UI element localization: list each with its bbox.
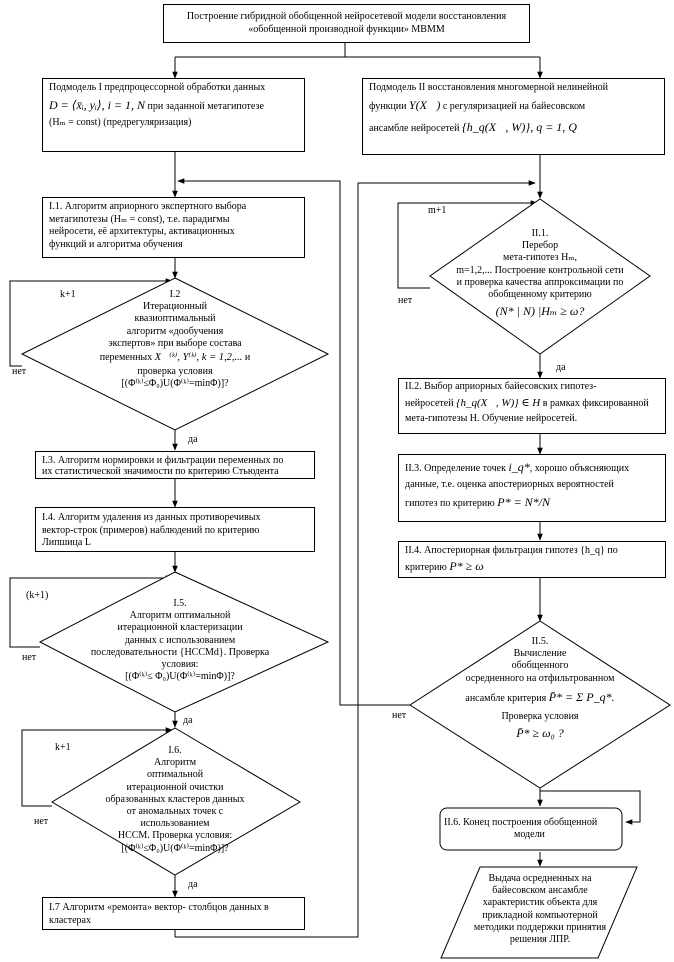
i3-line2: их статистической значимости по критерию Стьюдента xyxy=(42,466,279,477)
output-line3: характеристик объекта для xyxy=(482,897,598,909)
ii1-line4: m=1,2,... Построение контрольной сети xyxy=(456,264,624,276)
label-yes-ii1: да xyxy=(556,362,566,373)
ii1-formula: (N* | N) |Hₘ ≥ ω? xyxy=(495,304,585,319)
label-yes-i5: да xyxy=(183,715,193,726)
ii5-text xyxy=(445,636,635,743)
sub2-line3-a: ансамбле нейросетей xyxy=(369,122,460,134)
label-no-ii5: нет xyxy=(392,710,407,721)
label-no-i2: нет xyxy=(12,366,27,377)
step-ii4-box xyxy=(398,541,666,578)
i7-line2: кластерах xyxy=(49,914,91,926)
ii3-line3 xyxy=(405,492,659,514)
i6-line2: Алгоритм xyxy=(153,757,197,769)
i5-line3: итерационной кластеризации xyxy=(117,622,243,634)
output-line5: методики поддержки принятия xyxy=(473,921,607,933)
i7-line1: I.7 Алгоритм «ремонта» вектор- столбцов данных в xyxy=(49,902,269,913)
output-line4: прикладной компьютерной xyxy=(482,909,598,921)
i6-text xyxy=(65,745,285,855)
ii6-line2: модели xyxy=(514,829,545,841)
sub1-line1: Подмодель I предпроцессорной обработки данных xyxy=(49,82,266,93)
ii2-line2-c: в рамках фиксированной xyxy=(542,397,649,409)
label-m1: m+1 xyxy=(428,205,447,216)
ii3-line1 xyxy=(405,457,659,479)
i6-line6: от аномальных точек с xyxy=(126,806,224,818)
output-line2: байесовском ансамбле xyxy=(492,885,588,897)
ii1-line5: и проверка качества аппроксимации по xyxy=(456,276,624,288)
i5-line5: последовательности {HCCMd}. Проверка xyxy=(90,646,270,658)
ii3-line1-c: , хорошо объясняющих xyxy=(529,463,630,474)
ii5-line5-a: ансамбле критерия xyxy=(465,692,547,704)
ii5-line1: II.5. xyxy=(531,636,549,647)
i5-line2: Алгоритм оптимальной xyxy=(129,610,231,622)
step-i1-box xyxy=(42,197,305,258)
ii6-text xyxy=(444,817,618,841)
ii1-line3: мета-гипотез Hₘ, xyxy=(503,252,577,264)
ii1-line6: обобщенному критерию xyxy=(488,289,592,301)
i2-line6 xyxy=(50,350,300,366)
ii5-line6: Проверка условия xyxy=(501,710,579,722)
i2-line6-c: и xyxy=(244,352,251,364)
i3-line1: I.3. Алгоритм нормировки и фильтрации переменных по xyxy=(42,455,284,466)
i2-line5: экспертов» при выборе состава xyxy=(108,337,242,349)
ii2-line3: мета-гипотезы H. Обучение нейросетей. xyxy=(405,412,578,424)
i2-line7: проверка условия xyxy=(137,366,213,378)
ii4-line2-a: критерию xyxy=(405,561,447,573)
i6-line4: итерационной очистки xyxy=(126,781,224,793)
label-yes-i6: да xyxy=(188,879,198,890)
step-i4-box xyxy=(35,507,315,552)
submodel-2-box xyxy=(362,78,665,155)
i5-text xyxy=(60,598,300,683)
i2-line6-a: переменных xyxy=(99,352,153,364)
step-ii2-box xyxy=(398,378,666,434)
ii4-line2 xyxy=(405,558,659,576)
i2-line3: квазиоптимальный xyxy=(134,313,216,325)
ii6-line1: II.6. Конец построения обобщенной xyxy=(444,817,598,828)
ii5-line2: Вычисление xyxy=(513,648,567,660)
top-box xyxy=(163,4,530,43)
top-line2: «обобщенной производной функции» МВММ xyxy=(248,23,445,35)
i6-line3: оптимальной xyxy=(146,769,204,781)
step-i3-box xyxy=(35,451,315,479)
ii2-formula: {h_q(X⃗, W)} ∈ H xyxy=(456,396,541,409)
ii2-line2 xyxy=(405,394,659,413)
sub2-line2 xyxy=(369,95,658,117)
ii5-condition: P̄* ≥ ω₀ ? xyxy=(516,726,564,741)
i4-line1: I.4. Алгоритм удаления из данных противоречивых xyxy=(42,512,261,523)
i1-line4: функций и алгоритма обучения xyxy=(49,238,183,250)
step-i7-box xyxy=(42,897,305,930)
i5-line7: [(Φ⁽ᵏ⁾≤ Φ₀)U(Φ⁽ᵏ⁾=minΦ)]? xyxy=(125,671,235,683)
i6-line5: образованных кластеров данных xyxy=(105,793,245,805)
output-text xyxy=(460,873,620,946)
ii3-line3-a: гипотез по критерию xyxy=(405,497,495,509)
sub2-line2-a: функции xyxy=(369,100,407,112)
i5-line1: I.5. xyxy=(173,598,187,609)
output-line1: Выдача осредненных на xyxy=(488,873,592,884)
label-k1-i6: k+1 xyxy=(55,742,71,753)
label-no-ii1: нет xyxy=(398,295,413,306)
i2-line2: Итерационный xyxy=(143,301,207,313)
i2-line4: алгоритм «дообучения xyxy=(126,325,224,337)
label-k1-i5: (k+1) xyxy=(26,590,49,601)
sub2-line3 xyxy=(369,117,658,139)
sub1-line2 xyxy=(49,95,298,117)
i6-line9: [(Φ⁽ᵏ⁾≤Φ₀)U(Φ⁽ᵏ⁾=minΦ)]? xyxy=(121,842,229,854)
sub1-line3: (Hₘ = const) (предрегуляризация) xyxy=(49,116,192,128)
ii3-line2: данные, т.е. оценка апостериорных вероятностей xyxy=(405,479,614,490)
sub2-line2-c: с регуляризацией на байесовском xyxy=(442,100,586,112)
sub2-formula-ensemble: {h_q(X⃗, W)}, q = 1, Q xyxy=(461,119,577,134)
i6-line8: HCCM. Проверка условия: xyxy=(117,830,233,842)
ii2-line2-a: нейросетей xyxy=(405,397,454,409)
ii4-line1: II.4. Апостериорная фильтрация гипотез {h_q} по xyxy=(405,545,618,556)
i1-line1: I.1. Алгоритм априорного экспертного выбора xyxy=(49,201,247,212)
i6-line7: использованием xyxy=(140,818,210,830)
submodel-1-box xyxy=(42,78,305,152)
i4-line2: вектор-строк (примеров) наблюдений по критерию xyxy=(42,524,260,536)
label-no-i5: нет xyxy=(22,652,37,663)
ii5-line3: обобщенного xyxy=(511,660,569,672)
i5-line4: данных с использованием xyxy=(124,634,236,646)
ii1-line2: Перебор xyxy=(521,240,559,252)
label-yes-i2: да xyxy=(188,434,198,445)
ii5-line5 xyxy=(445,685,635,711)
sub1-line2-text: при заданной метагипотезе xyxy=(147,100,264,112)
i2-text xyxy=(50,289,300,390)
ii5-line4: осредненного на отфильтрованном xyxy=(465,672,615,684)
i2-formula: X⃗⁽ᵏ⁾, Y⁽ᵏ⁾, k = 1,2,... xyxy=(154,352,243,364)
top-line1: Построение гибридной обобщенной нейросетевой модели восстановления xyxy=(186,11,507,22)
ii5-formula: P̄* = Σ P_q*. xyxy=(548,689,615,704)
ii3-formula-p: P* = N*/N xyxy=(497,494,551,509)
label-k1-i2: k+1 xyxy=(60,289,76,300)
ii1-text xyxy=(440,228,640,321)
i4-line3: Липшица L xyxy=(42,537,91,548)
ii2-line1: II.2. Выбор априорных байесовских гипотез- xyxy=(405,381,597,392)
ii4-formula: P* ≥ ω xyxy=(449,558,484,573)
i6-line1: I.6. xyxy=(168,745,182,756)
output-line6: решения ЛПР. xyxy=(509,934,571,946)
sub2-formula-y: Y(X⃗) xyxy=(409,97,441,112)
ii1-line1: II.1. xyxy=(531,228,549,239)
label-no-i6: нет xyxy=(34,816,49,827)
ii3-formula-i: i_q* xyxy=(508,460,530,474)
i2-line1: I.2 xyxy=(169,289,181,300)
i1-line3: нейросети, её архитектуры, активационных xyxy=(49,226,235,237)
ii3-line1-a: II.3. Определение точек xyxy=(405,463,506,474)
i5-line6: условия: xyxy=(161,659,199,671)
sub2-line1: Подмодель II восстановления многомерной нелинейной xyxy=(369,82,608,93)
i2-line8: [(Φ⁽ᵏ⁾≤Φ₀)U(Φ⁽ᵏ⁾=minΦ)]? xyxy=(121,378,229,390)
i1-line2: метагипотезы (Hₘ = const), т.е. парадигмы xyxy=(49,213,230,225)
step-ii3-box xyxy=(398,454,666,522)
sub1-formula: D = ⟨x̄ᵢ, yᵢ⟩, i = 1, N xyxy=(49,97,146,112)
